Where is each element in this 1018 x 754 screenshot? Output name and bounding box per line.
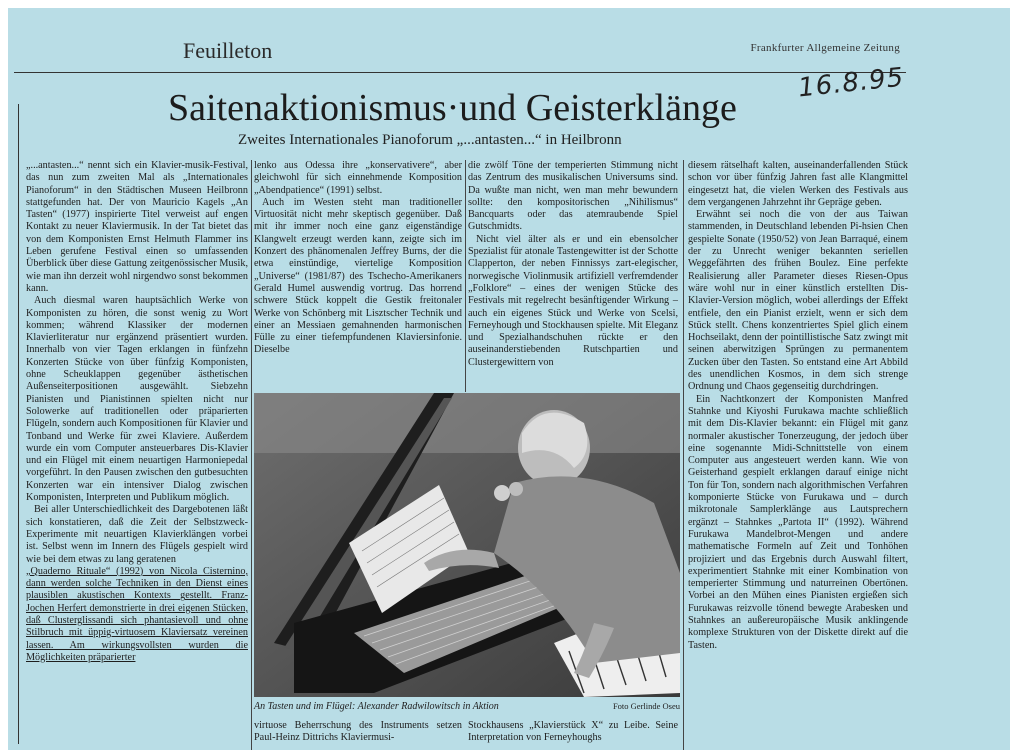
article-subheadline: Zweites Internationales Pianoforum „...antasten...“ in Heilbronn — [238, 132, 622, 148]
paragraph: lenko aus Odessa ihre „konservativere“, aber gleichwohl für sich einnehmende Komposition „Abendpatience“ (1991) selbst. — [254, 160, 462, 196]
pianist-photo — [254, 393, 680, 697]
text-column-4 — [688, 160, 908, 748]
left-margin-rule — [18, 104, 19, 744]
header-rule — [14, 72, 906, 73]
text-column-2 — [254, 160, 462, 396]
caption-text: An Tasten und im Flügel: Alexander Radwilowitsch in Aktion — [254, 701, 499, 712]
paragraph: Ein Nachtkonzert der Komponisten Manfred Stahnke und Kiyoshi Furukawa machte schließlich mit dem Dis-Klavier bekannt: ein Flügel mit ganz normaler akustischer Tonerzeugung, der jedoch über eine sogenannte Midi-Schnittstelle von einem Computer aus angesteuert werden kann. Wie von Geisterhand gespielt erklangen darauf einige nicht Ton für Ton, sondern nach algorithmischen Verfahren komponierte Stücke von Furukawa und – durch mikrotonale Samplerklänge aus Lautsprechern ergänzt – Stahnkes „Partota II“ (1992). Während Furukawa Mandelbrot-Mengen und andere mathematische Formeln auf Zeit und Tonhöhen projiziert und das Ergebnis durch Auswahl filtert, experimentiert Stahnke mit einer Kombination von temperierter Stimmung und naturreinen Obertönen. Vorbei an den Mühen eines Pianisten ergießen sich Furukawas reizvolle tönend bewegte Arabesken und Stahnkes an außereuropäische Musik anklingende komplexe Strukturen von der Diskette direkt auf die Tasten. — [688, 393, 908, 651]
text-column-1 — [26, 160, 248, 748]
column-rule — [465, 160, 466, 392]
section-title: Feuilleton — [183, 38, 273, 63]
paragraph: „...antasten...“ nennt sich ein Klavier-musik-Festival, das nun zum zweiten Mal als „Internationales Pianoforum“ in den Städtischen Museen Heilbronn stattgefunden hat. Der von Mauricio Kagels „An Tasten“ (1977) inspirierte Titel verweist auf engen Kontakt zu neuer Klaviermusik. In der Tat bietet das von dem Komponisten Ernst Helmuth Flammer ins Leben gerufene Festival einen so umfassenden Überblick über diese Gattung zeitgenössischer Musik, wie man ihn derzeit wohl nirgendwo sonst bekommen kann. — [26, 160, 248, 294]
paragraph: Bei aller Unterschiedlichkeit des Dargebotenen läßt sich konstatieren, daß die Zeit der Selbstzweck-Experimente mit neuartigen Klavierklängen vorbei ist. Selbst wenn im Innern des Flügels gespielt wird wie bei dem etwas zu lang geratenen — [26, 504, 248, 565]
column-rule — [683, 160, 684, 750]
paragraph: diesem rätselhaft kalten, auseinanderfallenden Stück schon vor über fünfzig Jahren fast alle Klangmittel eingesetzt hat, die vielen Werken des Festivals aus dem vergangenen Jahrzehnt ihr Gepräge geben. — [688, 160, 908, 208]
column-rule — [251, 160, 252, 750]
text-column-3 — [468, 160, 678, 396]
photo-caption — [254, 701, 680, 712]
newspaper-name: Frankfurter Allgemeine Zeitung — [750, 42, 900, 54]
paragraph: Auch im Westen steht man traditioneller Virtuosität nicht mehr skeptisch gegenüber. Daß mit ihr immer noch eine ganz eigenständige Klangwelt erzeugt werden kann, zeigte sich im Konzert des phänomenalen Jeffrey Burns, der die etwa einstündige, viertelige Komposition „Universe“ (1981/87) des Tschecho-Amerikaners Gerald Humel auswendig vortrug. Das horrend schwere Stück koppelt die Gestik freitonaler Werke von Schönberg mit Lisztscher Technik und einer an Messiaen gemahnenden harmonischen Fülle zu einer tiefempfundenen Klaviersinfonie. Dieselbe — [254, 196, 462, 356]
paragraph: Nicht viel älter als er und ein ebensolcher Spezialist für atonale Tastengewitter ist der Schotte Clapperton, der neben Finnissys zart-elegischer, norwegische Violinmusik artifiziell verfremdender „Folklore“ – eines der wenigen Stücke des Festivals mit regelrecht besänftigender Wirkung – auch ein eigenes Stück und Werke von Scelsi, Ferneyhough und Stockhausen spielte. Mit Eleganz und Spezialhandschuhen rückte er den auseinanderstiebenden Rutschpartien und Clustergewittern von — [468, 233, 678, 368]
audience-figure — [509, 482, 523, 496]
text-column-3-continued — [468, 720, 678, 750]
paragraph: die zwölf Töne der temperierten Stimmung nicht das Zentrum des musikalischen Universums sind. Da wußte man nicht, wen man mehr bewundern sollte: den kompositorischen „Nihilismus“ Bancquarts oder das atemraubende Spiel Gutschmidts. — [468, 160, 678, 233]
underlined-passage: „Quaderno Rituale“ (1992) von Nicola Cisternino, dann werden solche Techniken in den Dienst eines plausiblen akustischen Kontexts gestellt. Franz-Jochen Herfert demonstrierte in drei eigenen Stücken, daß Clusterglissandi sich phantasievoll und ohne Stilbruch mit üppig-virtuosem Klaviersatz vereinen lassen. Am wirkungsvollsten wurden die Möglichkeiten präparierter — [26, 565, 248, 663]
paragraph — [26, 566, 248, 664]
photo-credit: Foto Gerlinde Oseu — [612, 701, 680, 711]
paragraph: virtuose Beherrschung des Instruments setzen Paul-Heinz Dittrichs Klaviermusi- — [254, 720, 462, 744]
paragraph: Auch diesmal waren hauptsächlich Werke von Komponisten zu hören, die sonst wenig zu Wort kommen; während Klassiker der modernen Klavierliteratur nur ergänzend präsentiert wurden. Innerhalb von vier Tagen erklangen in fünfzehn Konzerten Stücke von über fünfzig Komponisten, ohne Scheuklappen gegenüber ästhetischen Außenseiterpositionen ausgewählt. Siebzehn Pianisten und Pianistinnen spielten nicht nur Solowerke auf traditionellen oder präparierten Flügeln, sondern auch Kompositionen für Klavier und Tonband und Werke für zwei Klaviere. Außerdem wurde ein vom Computer ansteuerbares Dis-Klavier und ein Flügel mit einem neuartigen Harmoniepedal vorgeführt. In den Pausen zwischen den gutbesuchten Konzerten war ein intensiver Dialog zwischen Komponisten, Interpreten und Publikum möglich. — [26, 295, 248, 504]
paragraph: Stockhausens „Klavierstück X“ zu Leibe. Seine Interpretation von Ferneyhoughs — [468, 720, 678, 744]
audience-figure — [494, 485, 510, 501]
article-headline: Saitenaktionismus·und Geisterklänge — [168, 87, 737, 129]
handwritten-date: 16.8.95 — [796, 62, 906, 104]
newspaper-clipping — [8, 8, 1010, 750]
paragraph: Erwähnt sei noch die von der aus Taiwan stammenden, in Deutschland lebenden Pi-hsien Chen gespielte Sonate (1950/52) von Jean Barraqué, einem der zu Unrecht weniger bekannten seriellen Weggefährten des frühen Boulez. Eine perfekte Realisierung aller Parameter dieses Riesen-Opus wäre wohl nur in einer künstlich erstellten Dis-Klavier-Version möglich, wobei allerdings der Effekt entfiele, den ein Pianist erzielt, wenn er sich dem Stück stellt. Chens konzentriertes Spiel glich einem Hochseilakt, denn der pointillistische Satz zwingt mit seinen aberwitzigen Sprüngen zu permanentem Zucken über den Tasten. So entstand eine Art Abbild des unendlichen Kosmos, in dem sich strenge Ordnung und Chaos gegenseitig durchdringen. — [688, 209, 908, 393]
back-wall — [254, 393, 680, 453]
text-column-2-continued — [254, 720, 462, 750]
